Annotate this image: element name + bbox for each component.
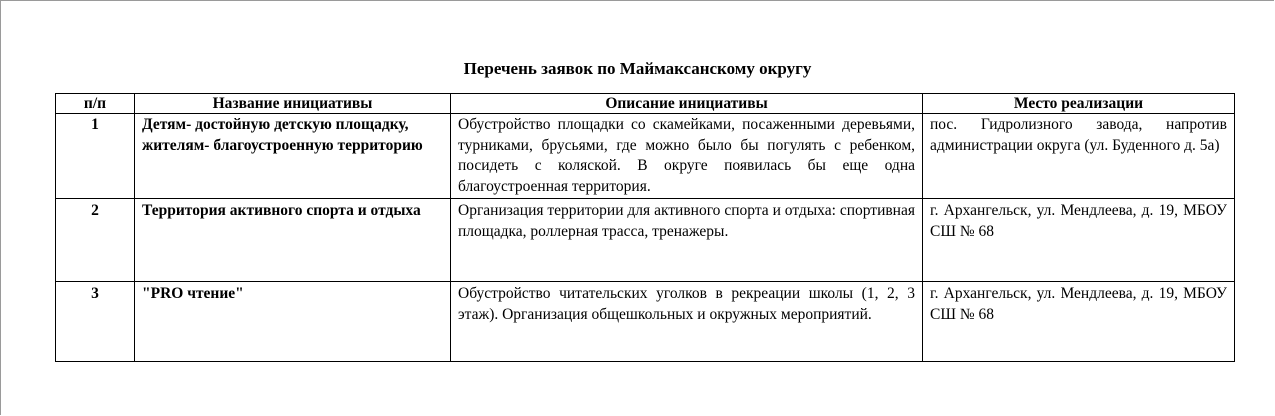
initiative-name: "PRO чтение" bbox=[135, 282, 451, 362]
header-name: Название инициативы bbox=[135, 94, 451, 114]
document-title: Перечень заявок по Маймаксанскому округу bbox=[463, 59, 812, 78]
initiative-place: г. Архангельск, ул. Мендлеева, д. 19, МБОУ СШ № 68 bbox=[923, 199, 1235, 282]
row-num: 3 bbox=[56, 282, 135, 362]
table-row bbox=[56, 282, 1235, 362]
table-header-row bbox=[56, 94, 1235, 114]
initiatives-table bbox=[55, 93, 1235, 362]
initiative-name: Территория активного спорта и отдыха bbox=[135, 199, 451, 282]
header-description: Описание инициативы bbox=[451, 94, 923, 114]
initiative-description: Обустройство площадки со скамейками, посаженными деревьями, турниками, брусьями, где можно было бы погулять с ребенком, посидеть с коляской. В округе появилась бы еще одна благоустроенная территория. bbox=[451, 114, 923, 199]
row-num: 2 bbox=[56, 199, 135, 282]
initiative-description: Обустройство читательских уголков в рекреации школы (1, 2, 3 этаж). Организация общешкольных и окружных мероприятий. bbox=[451, 282, 923, 362]
initiative-place: г. Архангельск, ул. Мендлеева, д. 19, МБОУ СШ № 68 bbox=[923, 282, 1235, 362]
initiative-name: Детям- достойную детскую площадку, жителям- благоустроенную территорию bbox=[135, 114, 451, 199]
header-place: Место реализации bbox=[923, 94, 1235, 114]
initiative-place: пос. Гидролизного завода, напротив администрации округа (ул. Буденного д. 5а) bbox=[923, 114, 1235, 199]
table-row bbox=[56, 114, 1235, 199]
initiative-description: Организация территории для активного спорта и отдыха: спортивная площадка, роллерная трасса, тренажеры. bbox=[451, 199, 923, 282]
row-num: 1 bbox=[56, 114, 135, 199]
header-num: п/п bbox=[56, 94, 135, 114]
table-row bbox=[56, 199, 1235, 282]
